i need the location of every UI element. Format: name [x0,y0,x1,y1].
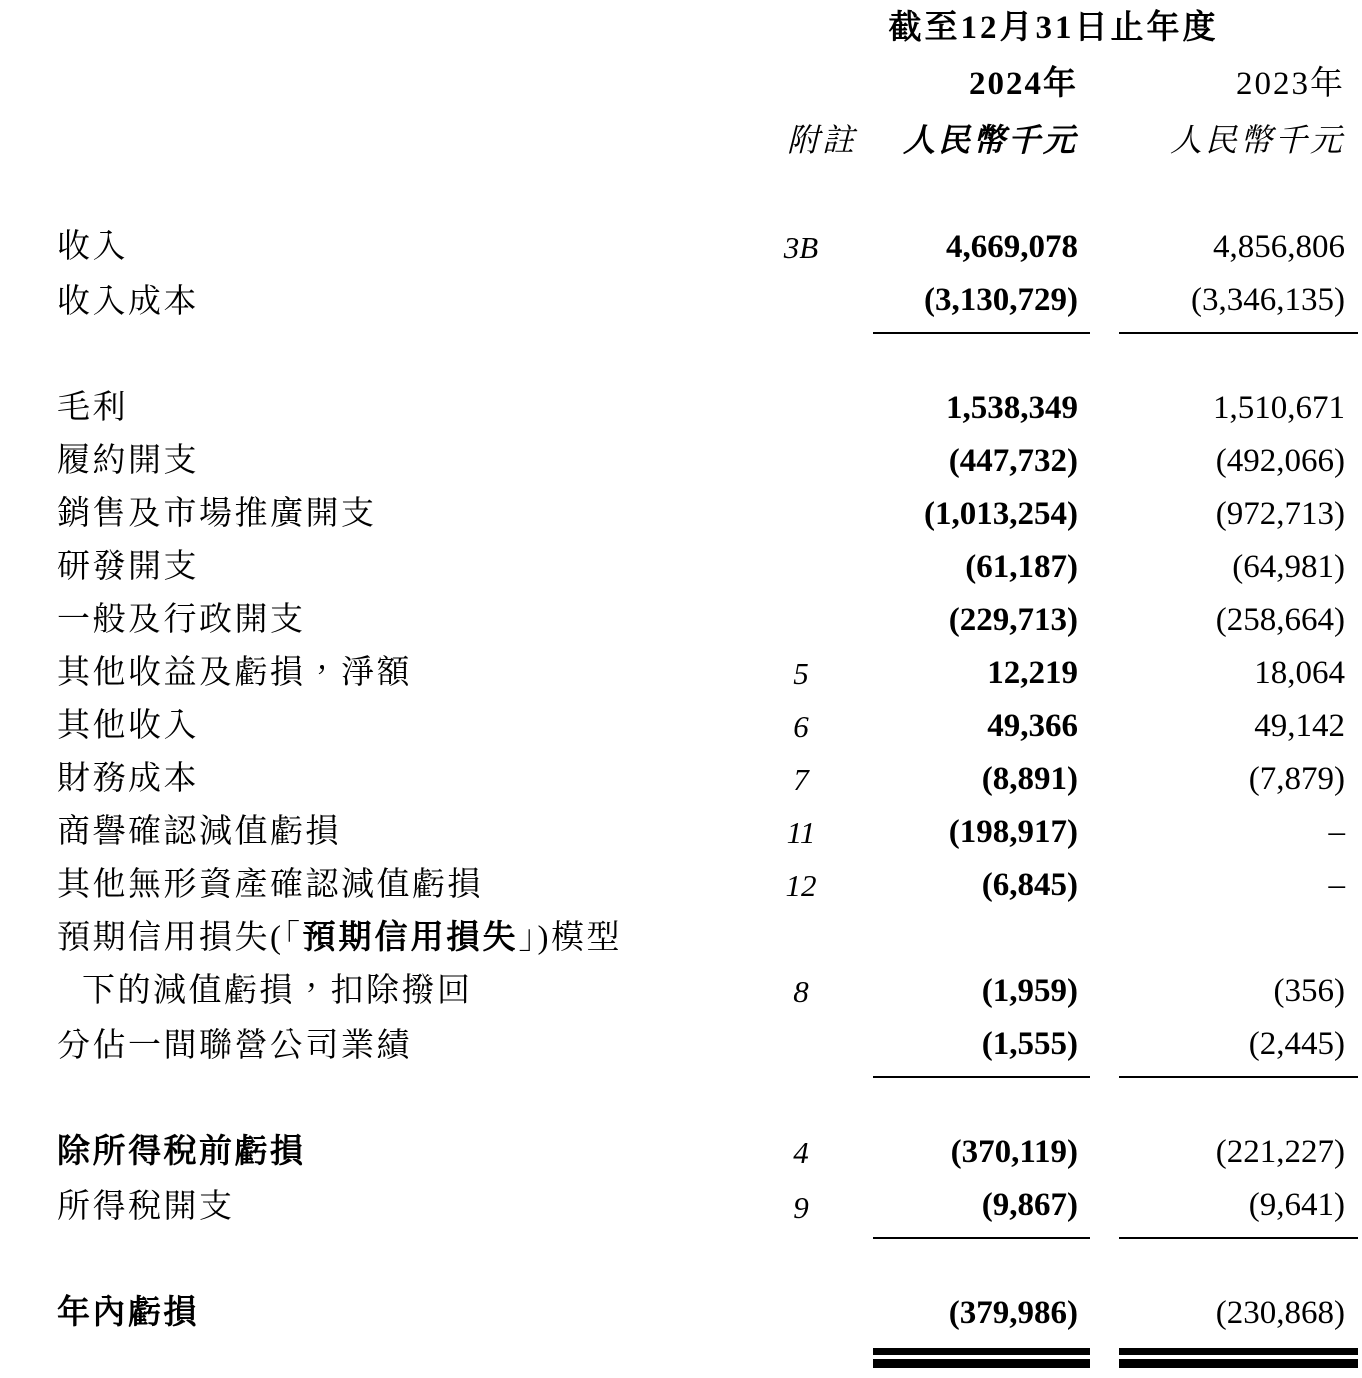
header-year-2023: 2023年 [1236,66,1345,102]
row-2024-finance-costs: (8,891) [981,761,1078,797]
row-note-loss-before-tax: 4 [793,1135,809,1170]
header-year-row [0,56,1362,112]
row-label-loss-before-tax: 除所得稅前虧損 [57,1134,306,1170]
row-2024-revenue: 4,669,078 [946,229,1078,265]
header-period-row [0,0,1362,56]
row-label-ecl-line1 [0,912,745,965]
row-2023-goodwill-impairment: – [1328,814,1345,850]
row-note-ecl: 8 [793,974,809,1009]
row-2024-ecl-line1 [865,912,1090,965]
table-row [0,912,1362,965]
row-label-other-gains-losses-net: 其他收益及虧損，淨額 [57,655,412,691]
table-row [0,1179,1362,1234]
row-label-gross-profit: 毛利 [57,390,128,426]
row-label-fulfilment-expenses: 履約開支 [57,443,199,479]
header-year-2024: 2024年 [969,66,1078,102]
table-row [0,1018,1362,1073]
row-label-income-tax-expense: 所得稅開支 [57,1189,235,1225]
spacer-after-header [0,168,1362,221]
row-note-gross-profit [745,382,865,435]
row-note-income-tax-expense: 9 [793,1190,809,1225]
row-2023-other-gains-losses-net: 18,064 [1254,655,1345,691]
row-note-intangibles-impairment: 12 [785,868,817,903]
header-blank-label [0,0,745,56]
row-label-goodwill-impairment: 商譽確認減值虧損 [57,814,341,850]
row-note-ecl-line1 [745,912,865,965]
row-2023-ecl-line1 [1105,912,1362,965]
row-2023-revenue: 4,856,806 [1213,229,1345,265]
spacer-before-total [0,1234,1362,1287]
row-note-other-gains-losses-net: 5 [793,656,809,691]
row-2024-gross-profit: 1,538,349 [946,390,1078,426]
row-note-other-income: 6 [793,709,809,744]
row-2023-rnd-expenses: (64,981) [1232,549,1345,585]
table-row [0,1287,1362,1340]
row-2024-income-tax-expense: (9,867) [865,1179,1090,1234]
row-note-revenue: 3B [783,230,819,265]
table-row [0,647,1362,700]
table-row [0,806,1362,859]
row-2024-rnd-expenses: (61,187) [965,549,1078,585]
row-2023-income-tax-expense: (9,641) [1105,1179,1362,1234]
row-2024-other-gains-losses-net: 12,219 [987,655,1078,691]
row-label-finance-costs: 財務成本 [57,761,199,797]
row-2024-goodwill-impairment: (198,917) [948,814,1078,850]
row-note-fulfilment-expenses [745,435,865,488]
row-label-selling-marketing-expenses: 銷售及市場推廣開支 [57,496,377,532]
row-label-cost-of-revenue: 收入成本 [57,284,199,320]
row-2023-other-income: 49,142 [1254,708,1345,744]
table-row [0,859,1362,912]
table-row [0,382,1362,435]
row-2023-intangibles-impairment: – [1328,867,1345,903]
table-row [0,221,1362,274]
row-label-intangibles-impairment: 其他無形資產確認減值虧損 [57,867,483,903]
row-2024-loss-before-tax: (370,119) [950,1134,1078,1170]
ecl-line1-bold: 預期信用損失 [302,920,519,956]
row-note-finance-costs: 7 [793,762,809,797]
row-2023-finance-costs: (7,879) [1248,761,1345,797]
row-label-other-income: 其他收入 [57,708,199,744]
row-2024-share-of-associate: (1,555) [865,1018,1090,1073]
table-row [0,594,1362,647]
row-label-ecl-line2: 下的減值虧損，扣除撥回 [82,973,473,1009]
ecl-line1-post: 」)模型 [518,920,622,956]
row-2024-selling-marketing-expenses: (1,013,254) [924,496,1078,532]
row-2023-loss-for-the-year: (230,868) [1105,1287,1362,1340]
header-blank-note [745,56,865,112]
spacer-after-cost [0,329,1362,382]
row-2023-admin-expenses: (258,664) [1215,602,1345,638]
row-2023-gross-profit: 1,510,671 [1213,390,1345,426]
row-label-rnd-expenses: 研發開支 [57,549,199,585]
header-period: 截至12月31日止年度 [888,10,1219,46]
row-2024-other-income: 49,366 [987,708,1078,744]
table-row [0,1126,1362,1179]
header-blank-label-2 [0,56,745,112]
header-unit-2023: 人民幣千元 [1169,122,1345,158]
row-note-selling-marketing-expenses [745,488,865,541]
row-note-loss-for-the-year [745,1287,865,1340]
row-2024-ecl: (1,959) [981,973,1078,1009]
table-row [0,700,1362,753]
row-2024-admin-expenses: (229,713) [948,602,1078,638]
row-label-share-of-associate: 分佔一間聯營公司業績 [57,1028,412,1064]
row-label-admin-expenses: 一般及行政開支 [57,602,306,638]
table-row [0,274,1362,329]
row-2024-fulfilment-expenses: (447,732) [948,443,1078,479]
table-row [0,753,1362,806]
table-row [0,965,1362,1018]
ecl-line1-pre: 預期信用損失(「 [57,920,303,956]
row-note-goodwill-impairment: 11 [786,815,816,850]
row-note-admin-expenses [745,594,865,647]
row-2023-selling-marketing-expenses: (972,713) [1215,496,1345,532]
header-unit-row [0,112,1362,168]
row-note-share-of-associate [745,1018,865,1073]
header-note-label: 附註 [786,122,857,158]
row-2023-share-of-associate: (2,445) [1105,1018,1362,1073]
table-row [0,541,1362,594]
header-blank-label-3 [0,112,745,168]
spacer-before-pretax [0,1073,1362,1126]
row-2023-cost-of-revenue: (3,346,135) [1105,274,1362,329]
table-row [0,435,1362,488]
header-unit-2024: 人民幣千元 [902,122,1078,158]
row-2023-fulfilment-expenses: (492,066) [1215,443,1345,479]
row-2023-ecl: (356) [1273,973,1345,1009]
row-label-revenue: 收入 [57,229,128,265]
row-2024-cost-of-revenue: (3,130,729) [865,274,1090,329]
row-2024-intangibles-impairment: (6,845) [981,867,1078,903]
table-row [0,488,1362,541]
row-note-cost-of-revenue [745,274,865,329]
row-note-rnd-expenses [745,541,865,594]
row-2024-loss-for-the-year: (379,986) [865,1287,1090,1340]
row-label-loss-for-the-year: 年內虧損 [57,1295,199,1331]
row-2023-loss-before-tax: (221,227) [1215,1134,1345,1170]
